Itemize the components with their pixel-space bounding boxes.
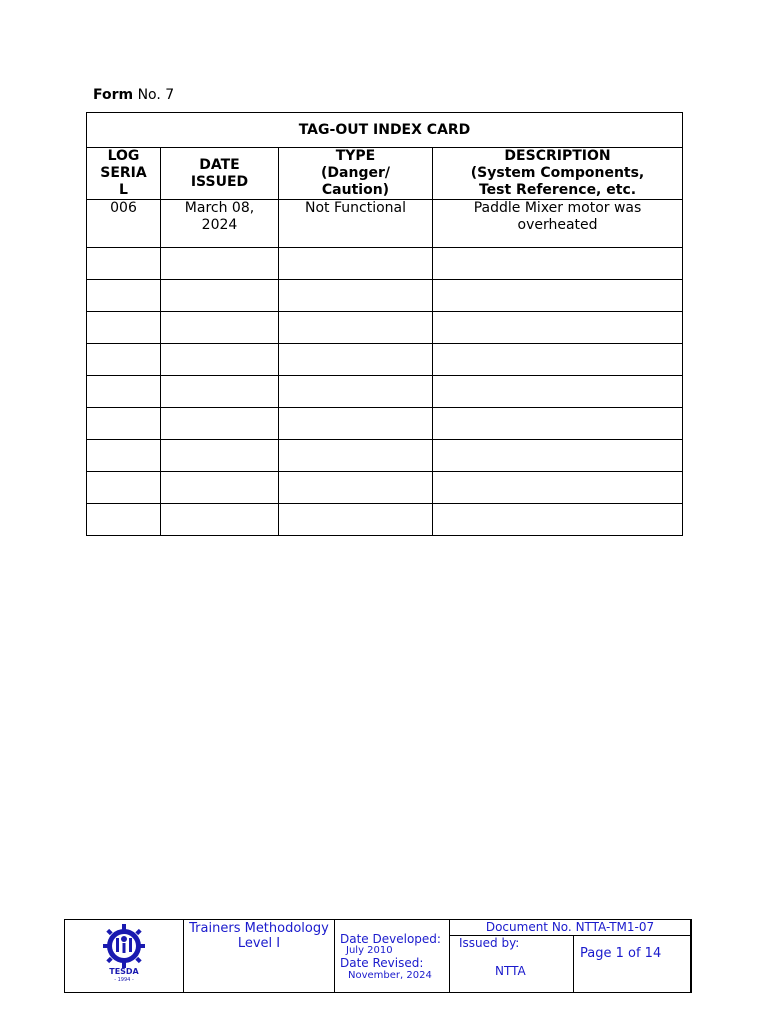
footer-title-cell bbox=[184, 920, 335, 992]
cell-log-serial: 006 bbox=[87, 200, 161, 248]
header-log-serial: LOG SERIA L bbox=[87, 148, 161, 200]
header-description: DESCRIPTION (System Components, Test Reference, etc. bbox=[433, 148, 683, 200]
issued-by-value: NTTA bbox=[495, 964, 526, 978]
cell-description: Paddle Mixer motor was overheated bbox=[433, 200, 683, 248]
logo-year: - 1994 - bbox=[114, 977, 134, 983]
table-row bbox=[87, 408, 683, 440]
form-number bbox=[93, 87, 174, 103]
table-row bbox=[87, 472, 683, 504]
table-row bbox=[87, 376, 683, 408]
footer-title: Trainers Methodology Level I bbox=[189, 921, 329, 951]
document-footer bbox=[64, 919, 692, 993]
date-revised-value: November, 2024 bbox=[348, 970, 432, 981]
document-number: Document No. NTTA-TM1-07 bbox=[450, 920, 690, 936]
header-date-issued: DATE ISSUED bbox=[161, 148, 279, 200]
issued-by-cell bbox=[450, 936, 574, 992]
date-developed-value: July 2010 bbox=[346, 945, 393, 956]
header-type: TYPE (Danger/ Caution) bbox=[279, 148, 433, 200]
table-row bbox=[87, 344, 683, 376]
card-title: TAG-OUT INDEX CARD bbox=[87, 113, 683, 148]
logo-text: TESDA bbox=[109, 967, 139, 976]
form-number-value: No. 7 bbox=[137, 87, 175, 103]
cell-type: Not Functional bbox=[279, 200, 433, 248]
footer-logo-cell bbox=[65, 920, 184, 992]
footer-dates-cell bbox=[335, 920, 450, 992]
tesda-logo-icon bbox=[101, 924, 147, 968]
table-row bbox=[87, 200, 683, 248]
cell-date-issued: March 08, 2024 bbox=[161, 200, 279, 248]
table-row bbox=[87, 312, 683, 344]
table-row bbox=[87, 280, 683, 312]
issued-by-label: Issued by: bbox=[459, 936, 520, 950]
page-number: Page 1 of 14 bbox=[580, 946, 662, 961]
table-row bbox=[87, 504, 683, 536]
table-row bbox=[87, 248, 683, 280]
footer-document-cell bbox=[450, 920, 691, 992]
date-revised-label: Date Revised: bbox=[340, 956, 424, 970]
form-prefix: Form bbox=[93, 87, 134, 103]
tag-out-index-card-table bbox=[86, 112, 683, 536]
date-developed-label: Date Developed: bbox=[340, 932, 441, 946]
page-number-cell bbox=[574, 936, 690, 992]
table-row bbox=[87, 440, 683, 472]
